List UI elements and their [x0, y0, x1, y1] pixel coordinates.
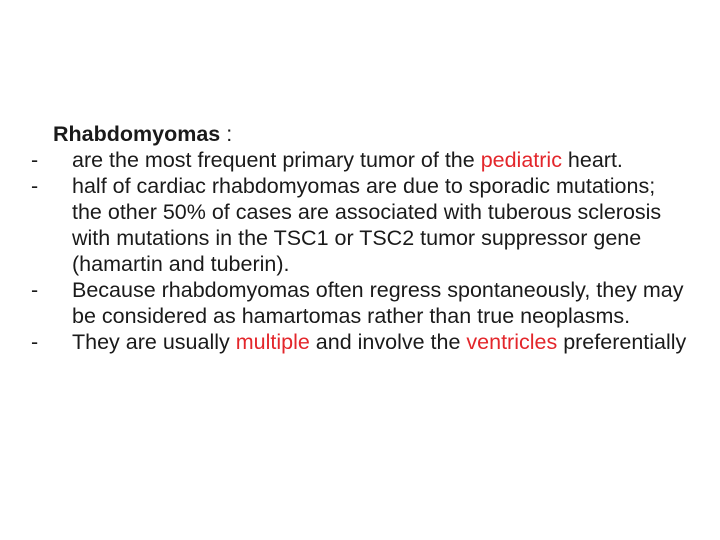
bullet-item [0, 173, 700, 277]
bullet-item [0, 329, 700, 355]
text-segment: preferentially [557, 330, 687, 354]
bullet-dash: - [31, 330, 39, 354]
bullet-text [72, 330, 686, 354]
slide-heading [0, 121, 700, 147]
bullet-text [72, 148, 623, 172]
highlighted-term: pediatric [480, 148, 562, 172]
bullet-dash: - [31, 174, 39, 198]
slide-content [0, 121, 700, 355]
heading-title: Rhabdomyomas [53, 122, 221, 146]
text-segment: Because rhabdomyomas often regress spontaneously, they may be considered as hamartomas rather than true neoplasms. [72, 278, 684, 328]
bullet-dash: - [31, 148, 39, 172]
bullet-item [0, 277, 700, 329]
bullet-text [72, 278, 684, 328]
highlighted-term: multiple [235, 330, 310, 354]
text-segment: and involve the [309, 330, 467, 354]
text-segment: They are usually [72, 330, 236, 354]
text-segment: are the most frequent primary tumor of the [72, 148, 481, 172]
text-segment: heart. [561, 148, 623, 172]
bullet-list [0, 147, 700, 355]
text-segment: half of cardiac rhabdomyomas are due to sporadic mutations; the other 50% of cases are associated with tuberous sclerosis with mutations in the TSC1 or TSC2 tumor suppressor gene (hamartin and tuberin). [72, 174, 662, 276]
heading-colon: : [220, 122, 233, 146]
bullet-text [72, 174, 661, 276]
highlighted-term: ventricles [466, 330, 558, 354]
bullet-item [0, 147, 700, 173]
bullet-dash: - [31, 278, 39, 302]
